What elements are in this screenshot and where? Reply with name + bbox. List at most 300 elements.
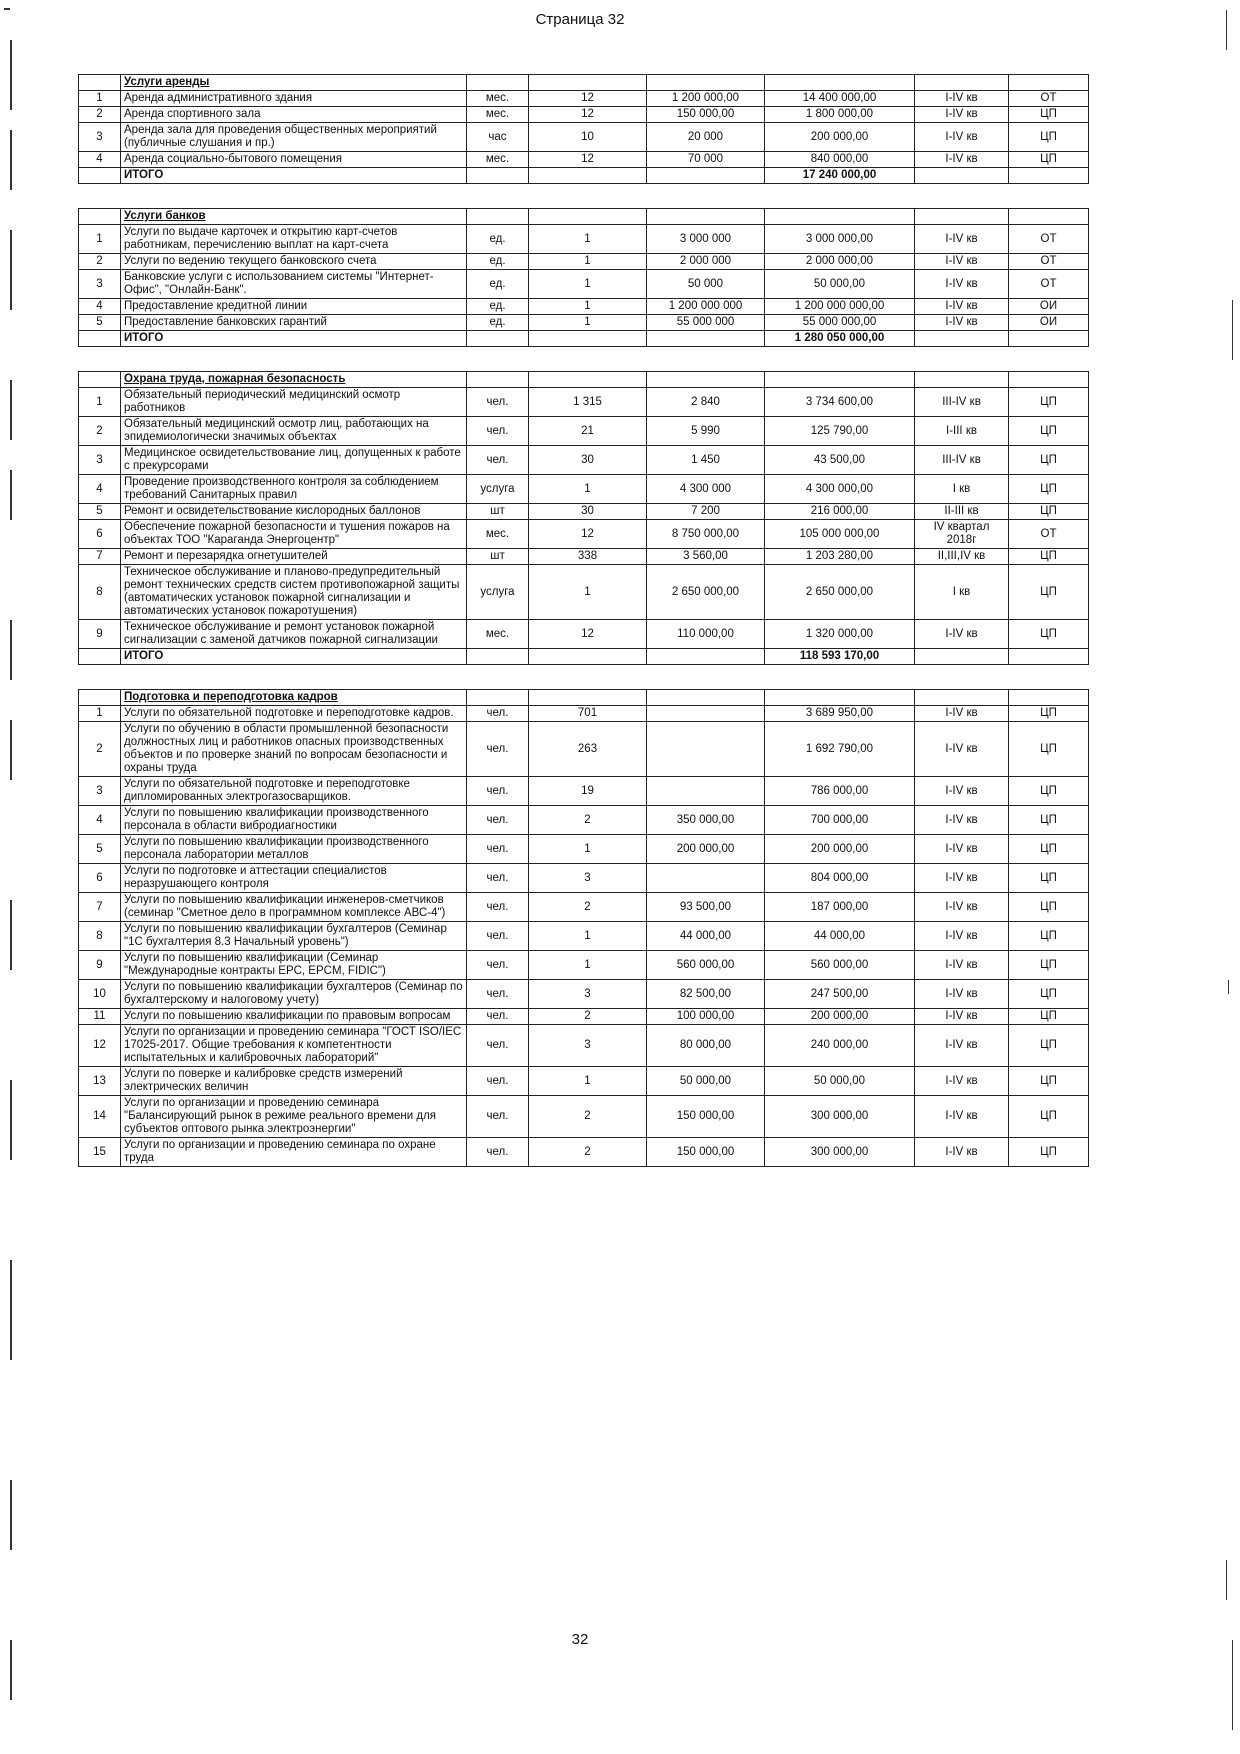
table-row bbox=[79, 388, 1089, 417]
section-title: Услуги банков bbox=[121, 209, 467, 225]
cell-n: 4 bbox=[79, 806, 121, 835]
cell-sum: 44 000,00 bbox=[765, 922, 915, 951]
cell-qty: 2 bbox=[529, 1096, 647, 1138]
cell-unit: чел. bbox=[467, 980, 529, 1009]
table-row bbox=[79, 475, 1089, 504]
cell-src: ЦП bbox=[1009, 980, 1089, 1009]
cell-qty: 1 bbox=[529, 225, 647, 254]
empty-cell bbox=[467, 209, 529, 225]
section-title-row bbox=[79, 209, 1089, 225]
empty-cell bbox=[647, 331, 765, 347]
cell-sum: 240 000,00 bbox=[765, 1025, 915, 1067]
cell-sum: 300 000,00 bbox=[765, 1096, 915, 1138]
cell-sum: 55 000 000,00 bbox=[765, 315, 915, 331]
empty-cell bbox=[529, 209, 647, 225]
cell-price: 93 500,00 bbox=[647, 893, 765, 922]
cell-unit: ед. bbox=[467, 315, 529, 331]
empty-cell bbox=[467, 690, 529, 706]
cell-unit: чел. bbox=[467, 417, 529, 446]
cell-text: Предоставление кредитной линии bbox=[121, 299, 467, 315]
cell-unit: час bbox=[467, 123, 529, 152]
cell-src: ЦП bbox=[1009, 565, 1089, 620]
table-row bbox=[79, 893, 1089, 922]
cell-n: 14 bbox=[79, 1096, 121, 1138]
cell-src: ОТ bbox=[1009, 254, 1089, 270]
empty-cell bbox=[79, 168, 121, 184]
empty-cell bbox=[647, 372, 765, 388]
cell-price: 80 000,00 bbox=[647, 1025, 765, 1067]
cell-unit: услуга bbox=[467, 475, 529, 504]
cell-sum: 3 734 600,00 bbox=[765, 388, 915, 417]
cell-src: ОИ bbox=[1009, 315, 1089, 331]
cell-sum: 786 000,00 bbox=[765, 777, 915, 806]
cell-sum: 200 000,00 bbox=[765, 123, 915, 152]
cell-qty: 1 315 bbox=[529, 388, 647, 417]
cell-when: I-IV кв bbox=[915, 152, 1009, 168]
cell-sum: 300 000,00 bbox=[765, 1138, 915, 1167]
table-row bbox=[79, 722, 1089, 777]
cell-price: 110 000,00 bbox=[647, 620, 765, 649]
cell-n: 8 bbox=[79, 565, 121, 620]
cell-unit: шт bbox=[467, 504, 529, 520]
empty-cell bbox=[765, 75, 915, 91]
empty-cell bbox=[765, 690, 915, 706]
cell-sum: 50 000,00 bbox=[765, 270, 915, 299]
cell-n: 2 bbox=[79, 107, 121, 123]
empty-cell bbox=[647, 690, 765, 706]
cell-qty: 1 bbox=[529, 1067, 647, 1096]
cell-price: 2 000 000 bbox=[647, 254, 765, 270]
cell-unit: ед. bbox=[467, 225, 529, 254]
cell-qty: 21 bbox=[529, 417, 647, 446]
scan-margin-right bbox=[1222, 0, 1240, 1754]
table-row bbox=[79, 864, 1089, 893]
cell-sum: 840 000,00 bbox=[765, 152, 915, 168]
cell-when: I-IV кв bbox=[915, 254, 1009, 270]
empty-cell bbox=[915, 168, 1009, 184]
cell-text: Услуги по повышению квалификации (Семинар "Международные контракты EPC, EPCM, FIDIC") bbox=[121, 951, 467, 980]
cell-n: 6 bbox=[79, 864, 121, 893]
cell-sum: 216 000,00 bbox=[765, 504, 915, 520]
cell-when: I-IV кв bbox=[915, 123, 1009, 152]
cell-text: Услуги по поверке и калибровке средств измерений электрических величин bbox=[121, 1067, 467, 1096]
cell-qty: 12 bbox=[529, 520, 647, 549]
cell-qty: 1 bbox=[529, 299, 647, 315]
cell-n: 4 bbox=[79, 475, 121, 504]
cell-qty: 1 bbox=[529, 254, 647, 270]
cell-src: ОТ bbox=[1009, 270, 1089, 299]
cell-sum: 1 203 280,00 bbox=[765, 549, 915, 565]
cell-src: ЦП bbox=[1009, 504, 1089, 520]
cell-when: I-IV кв bbox=[915, 835, 1009, 864]
table-row bbox=[79, 299, 1089, 315]
cell-text: Услуги по обучению в области промышленной безопасности должностных лиц и работников опасных производственных объектов и по проверке знаний по вопросам безопасности и охраны труда bbox=[121, 722, 467, 777]
cell-price: 7 200 bbox=[647, 504, 765, 520]
cell-n: 4 bbox=[79, 152, 121, 168]
empty-cell bbox=[1009, 372, 1089, 388]
table-row bbox=[79, 706, 1089, 722]
cell-text: Аренда социально-бытового помещения bbox=[121, 152, 467, 168]
cell-text: Предоставление банковских гарантий bbox=[121, 315, 467, 331]
cell-src: ЦП bbox=[1009, 388, 1089, 417]
cell-when: I-IV кв bbox=[915, 1138, 1009, 1167]
cell-price: 3 000 000 bbox=[647, 225, 765, 254]
cell-n: 11 bbox=[79, 1009, 121, 1025]
empty-cell bbox=[1009, 209, 1089, 225]
cell-text: Услуги по ведению текущего банковского счета bbox=[121, 254, 467, 270]
table-row bbox=[79, 417, 1089, 446]
table-row bbox=[79, 565, 1089, 620]
cell-n: 9 bbox=[79, 951, 121, 980]
cell-when: II,III,IV кв bbox=[915, 549, 1009, 565]
section-title: Подготовка и переподготовка кадров bbox=[121, 690, 467, 706]
cell-price: 200 000,00 bbox=[647, 835, 765, 864]
cell-when: II-III кв bbox=[915, 504, 1009, 520]
cell-src: ЦП bbox=[1009, 1025, 1089, 1067]
empty-cell bbox=[1009, 690, 1089, 706]
section-title: Охрана труда, пожарная безопасность bbox=[121, 372, 467, 388]
cell-unit: мес. bbox=[467, 520, 529, 549]
empty-cell bbox=[1009, 649, 1089, 665]
cell-src: ЦП bbox=[1009, 922, 1089, 951]
cell-when: I-IV кв bbox=[915, 864, 1009, 893]
total-sum: 1 280 050 000,00 bbox=[765, 331, 915, 347]
cell-sum: 560 000,00 bbox=[765, 951, 915, 980]
cell-qty: 1 bbox=[529, 475, 647, 504]
cell-n: 13 bbox=[79, 1067, 121, 1096]
total-label: ИТОГО bbox=[121, 331, 467, 347]
cell-when: I-IV кв bbox=[915, 777, 1009, 806]
empty-cell bbox=[467, 649, 529, 665]
cell-unit: чел. bbox=[467, 922, 529, 951]
cell-price: 1 200 000 000 bbox=[647, 299, 765, 315]
cell-sum: 187 000,00 bbox=[765, 893, 915, 922]
empty-cell bbox=[647, 168, 765, 184]
section-table bbox=[78, 689, 1089, 1167]
empty-cell bbox=[915, 331, 1009, 347]
cell-when: I-IV кв bbox=[915, 1025, 1009, 1067]
cell-when: I-IV кв bbox=[915, 722, 1009, 777]
empty-cell bbox=[529, 331, 647, 347]
cell-price: 100 000,00 bbox=[647, 1009, 765, 1025]
empty-cell bbox=[647, 209, 765, 225]
cell-when: I-IV кв bbox=[915, 299, 1009, 315]
cell-sum: 43 500,00 bbox=[765, 446, 915, 475]
cell-src: ЦП bbox=[1009, 951, 1089, 980]
cell-n: 1 bbox=[79, 91, 121, 107]
cell-price: 150 000,00 bbox=[647, 1138, 765, 1167]
cell-qty: 2 bbox=[529, 1009, 647, 1025]
cell-src: ЦП bbox=[1009, 1009, 1089, 1025]
empty-cell bbox=[529, 649, 647, 665]
empty-cell bbox=[647, 75, 765, 91]
empty-cell bbox=[467, 75, 529, 91]
cell-sum: 3 000 000,00 bbox=[765, 225, 915, 254]
cell-price: 5 990 bbox=[647, 417, 765, 446]
cell-src: ЦП bbox=[1009, 722, 1089, 777]
cell-unit: шт bbox=[467, 549, 529, 565]
table-row bbox=[79, 620, 1089, 649]
cell-price: 150 000,00 bbox=[647, 107, 765, 123]
table-row bbox=[79, 1067, 1089, 1096]
cell-n: 3 bbox=[79, 123, 121, 152]
cell-when: I-IV кв bbox=[915, 91, 1009, 107]
cell-text: Техническое обслуживание и планово-предупредительный ремонт технических средств систем противопожарной защиты (автоматических установок пожарной сигнализации и автоматических установок пожаротушения) bbox=[121, 565, 467, 620]
cell-unit: ед. bbox=[467, 254, 529, 270]
cell-unit: мес. bbox=[467, 107, 529, 123]
cell-qty: 1 bbox=[529, 270, 647, 299]
cell-price: 8 750 000,00 bbox=[647, 520, 765, 549]
cell-n: 5 bbox=[79, 315, 121, 331]
table-row bbox=[79, 951, 1089, 980]
table-row bbox=[79, 1009, 1089, 1025]
empty-cell bbox=[529, 168, 647, 184]
cell-qty: 19 bbox=[529, 777, 647, 806]
table-row bbox=[79, 520, 1089, 549]
cell-src: ЦП bbox=[1009, 1138, 1089, 1167]
cell-text: Услуги по обязательной подготовке и переподготовке кадров. bbox=[121, 706, 467, 722]
cell-qty: 1 bbox=[529, 315, 647, 331]
cell-unit: мес. bbox=[467, 620, 529, 649]
empty-cell bbox=[467, 372, 529, 388]
cell-qty: 1 bbox=[529, 565, 647, 620]
empty-cell bbox=[915, 690, 1009, 706]
cell-unit: чел. bbox=[467, 388, 529, 417]
cell-price bbox=[647, 864, 765, 893]
cell-text: Аренда административного здания bbox=[121, 91, 467, 107]
cell-src: ЦП bbox=[1009, 1096, 1089, 1138]
cell-unit: чел. bbox=[467, 706, 529, 722]
cell-price: 1 450 bbox=[647, 446, 765, 475]
cell-price bbox=[647, 777, 765, 806]
cell-text: Техническое обслуживание и ремонт установок пожарной сигнализации с заменой датчиков пожарной сигнализации bbox=[121, 620, 467, 649]
cell-text: Обязательный периодический медицинский осмотр работников bbox=[121, 388, 467, 417]
cell-when: I-IV кв bbox=[915, 620, 1009, 649]
empty-cell bbox=[79, 209, 121, 225]
cell-n: 5 bbox=[79, 835, 121, 864]
cell-n: 2 bbox=[79, 254, 121, 270]
cell-price: 70 000 bbox=[647, 152, 765, 168]
cell-n: 6 bbox=[79, 520, 121, 549]
cell-text: Ремонт и перезарядка огнетушителей bbox=[121, 549, 467, 565]
cell-src: ЦП bbox=[1009, 835, 1089, 864]
cell-unit: чел. bbox=[467, 446, 529, 475]
cell-price: 20 000 bbox=[647, 123, 765, 152]
cell-text: Аренда зала для проведения общественных мероприятий (публичные слушания и пр.) bbox=[121, 123, 467, 152]
cell-text: Услуги по повышению квалификации инженеров-сметчиков (семинар "Сметное дело в программном комплексе АВС-4") bbox=[121, 893, 467, 922]
cell-n: 2 bbox=[79, 722, 121, 777]
cell-price: 350 000,00 bbox=[647, 806, 765, 835]
empty-cell bbox=[915, 649, 1009, 665]
cell-qty: 30 bbox=[529, 504, 647, 520]
cell-when: I-IV кв bbox=[915, 270, 1009, 299]
cell-n: 1 bbox=[79, 225, 121, 254]
cell-qty: 3 bbox=[529, 980, 647, 1009]
cell-text: Банковские услуги с использованием системы "Интернет-Офис", "Онлайн-Банк". bbox=[121, 270, 467, 299]
cell-unit: чел. bbox=[467, 1096, 529, 1138]
cell-src: ЦП bbox=[1009, 417, 1089, 446]
cell-qty: 30 bbox=[529, 446, 647, 475]
table-row bbox=[79, 1096, 1089, 1138]
table-row bbox=[79, 549, 1089, 565]
cell-price: 2 650 000,00 bbox=[647, 565, 765, 620]
cell-n: 2 bbox=[79, 417, 121, 446]
cell-sum: 1 692 790,00 bbox=[765, 722, 915, 777]
cell-qty: 3 bbox=[529, 1025, 647, 1067]
cell-unit: чел. bbox=[467, 951, 529, 980]
section-title-row bbox=[79, 75, 1089, 91]
cell-price: 82 500,00 bbox=[647, 980, 765, 1009]
cell-unit: чел. bbox=[467, 835, 529, 864]
total-label: ИТОГО bbox=[121, 168, 467, 184]
empty-cell bbox=[915, 372, 1009, 388]
cell-when: I-IV кв bbox=[915, 980, 1009, 1009]
cell-qty: 12 bbox=[529, 91, 647, 107]
cell-sum: 50 000,00 bbox=[765, 1067, 915, 1096]
cell-price: 4 300 000 bbox=[647, 475, 765, 504]
cell-when: I-IV кв bbox=[915, 806, 1009, 835]
table-row bbox=[79, 254, 1089, 270]
cell-n: 3 bbox=[79, 446, 121, 475]
cell-sum: 2 650 000,00 bbox=[765, 565, 915, 620]
cell-sum: 125 790,00 bbox=[765, 417, 915, 446]
cell-src: ЦП bbox=[1009, 777, 1089, 806]
cell-qty: 1 bbox=[529, 951, 647, 980]
section-table bbox=[78, 208, 1089, 347]
table-row bbox=[79, 152, 1089, 168]
table-row bbox=[79, 446, 1089, 475]
cell-text: Услуги по повышению квалификации по правовым вопросам bbox=[121, 1009, 467, 1025]
empty-cell bbox=[765, 372, 915, 388]
cell-when: IV квартал 2018г bbox=[915, 520, 1009, 549]
cell-unit: мес. bbox=[467, 91, 529, 107]
cell-n: 3 bbox=[79, 777, 121, 806]
cell-price: 50 000 bbox=[647, 270, 765, 299]
empty-cell bbox=[765, 209, 915, 225]
cell-n: 4 bbox=[79, 299, 121, 315]
table-row bbox=[79, 123, 1089, 152]
cell-text: Услуги по обязательной подготовке и переподготовке дипломированных электрогазосварщиков. bbox=[121, 777, 467, 806]
cell-price bbox=[647, 722, 765, 777]
cell-sum: 3 689 950,00 bbox=[765, 706, 915, 722]
cell-sum: 105 000 000,00 bbox=[765, 520, 915, 549]
total-label: ИТОГО bbox=[121, 649, 467, 665]
cell-unit: чел. bbox=[467, 1067, 529, 1096]
cell-when: I-IV кв bbox=[915, 315, 1009, 331]
empty-cell bbox=[1009, 331, 1089, 347]
cell-qty: 2 bbox=[529, 1138, 647, 1167]
cell-src: ЦП bbox=[1009, 152, 1089, 168]
section-title: Услуги аренды bbox=[121, 75, 467, 91]
empty-cell bbox=[467, 331, 529, 347]
cell-qty: 1 bbox=[529, 835, 647, 864]
empty-cell bbox=[79, 372, 121, 388]
cell-when: I-IV кв bbox=[915, 1009, 1009, 1025]
cell-unit: чел. bbox=[467, 722, 529, 777]
cell-when: I-III кв bbox=[915, 417, 1009, 446]
cell-price: 2 840 bbox=[647, 388, 765, 417]
empty-cell bbox=[915, 75, 1009, 91]
cell-when: I-IV кв bbox=[915, 107, 1009, 123]
cell-when: I-IV кв bbox=[915, 893, 1009, 922]
table-row bbox=[79, 504, 1089, 520]
cell-when: I-IV кв bbox=[915, 706, 1009, 722]
cell-sum: 200 000,00 bbox=[765, 835, 915, 864]
cell-qty: 2 bbox=[529, 806, 647, 835]
cell-text: Ремонт и освидетельствование кислородных баллонов bbox=[121, 504, 467, 520]
cell-price: 55 000 000 bbox=[647, 315, 765, 331]
cell-price: 44 000,00 bbox=[647, 922, 765, 951]
section-table bbox=[78, 371, 1089, 665]
cell-sum: 200 000,00 bbox=[765, 1009, 915, 1025]
total-sum: 118 593 170,00 bbox=[765, 649, 915, 665]
cell-text: Услуги по подготовке и аттестации специалистов неразрушающего контроля bbox=[121, 864, 467, 893]
table-row bbox=[79, 806, 1089, 835]
cell-when: I-IV кв bbox=[915, 951, 1009, 980]
empty-cell bbox=[467, 168, 529, 184]
table-row bbox=[79, 107, 1089, 123]
cell-src: ОТ bbox=[1009, 91, 1089, 107]
total-row bbox=[79, 649, 1089, 665]
cell-src: ЦП bbox=[1009, 446, 1089, 475]
cell-text: Услуги по выдаче карточек и открытию карт-счетов работникам, перечислению выплат на карт-счета bbox=[121, 225, 467, 254]
table-row bbox=[79, 91, 1089, 107]
cell-unit: ед. bbox=[467, 270, 529, 299]
cell-sum: 804 000,00 bbox=[765, 864, 915, 893]
empty-cell bbox=[79, 690, 121, 706]
cell-unit: услуга bbox=[467, 565, 529, 620]
cell-n: 7 bbox=[79, 549, 121, 565]
cell-n: 9 bbox=[79, 620, 121, 649]
cell-qty: 2 bbox=[529, 893, 647, 922]
table-row bbox=[79, 922, 1089, 951]
cell-src: ОТ bbox=[1009, 520, 1089, 549]
cell-src: ЦП bbox=[1009, 475, 1089, 504]
cell-unit: чел. bbox=[467, 777, 529, 806]
empty-cell bbox=[529, 372, 647, 388]
empty-cell bbox=[79, 331, 121, 347]
empty-cell bbox=[529, 690, 647, 706]
empty-cell bbox=[647, 649, 765, 665]
cell-text: Услуги по организации и проведению семинара "ГОСТ ISO/IEC 17025-2017. Общие требования к компетентности испытательных и калибровочных лабораторий" bbox=[121, 1025, 467, 1067]
empty-cell bbox=[915, 209, 1009, 225]
cell-price: 3 560,00 bbox=[647, 549, 765, 565]
total-row bbox=[79, 168, 1089, 184]
section-title-row bbox=[79, 690, 1089, 706]
cell-src: ЦП bbox=[1009, 123, 1089, 152]
total-row bbox=[79, 331, 1089, 347]
cell-sum: 700 000,00 bbox=[765, 806, 915, 835]
cell-unit: чел. bbox=[467, 1025, 529, 1067]
cell-unit: чел. bbox=[467, 864, 529, 893]
cell-n: 1 bbox=[79, 706, 121, 722]
table-row bbox=[79, 835, 1089, 864]
cell-qty: 338 bbox=[529, 549, 647, 565]
cell-n: 7 bbox=[79, 893, 121, 922]
table-row bbox=[79, 270, 1089, 299]
cell-when: I кв bbox=[915, 565, 1009, 620]
cell-text: Услуги по организации и проведению семинара по охране труда bbox=[121, 1138, 467, 1167]
cell-src: ЦП bbox=[1009, 806, 1089, 835]
total-sum: 17 240 000,00 bbox=[765, 168, 915, 184]
cell-sum: 1 800 000,00 bbox=[765, 107, 915, 123]
empty-cell bbox=[79, 649, 121, 665]
empty-cell bbox=[1009, 168, 1089, 184]
cell-qty: 3 bbox=[529, 864, 647, 893]
cell-n: 5 bbox=[79, 504, 121, 520]
cell-qty: 10 bbox=[529, 123, 647, 152]
cell-src: ОИ bbox=[1009, 299, 1089, 315]
